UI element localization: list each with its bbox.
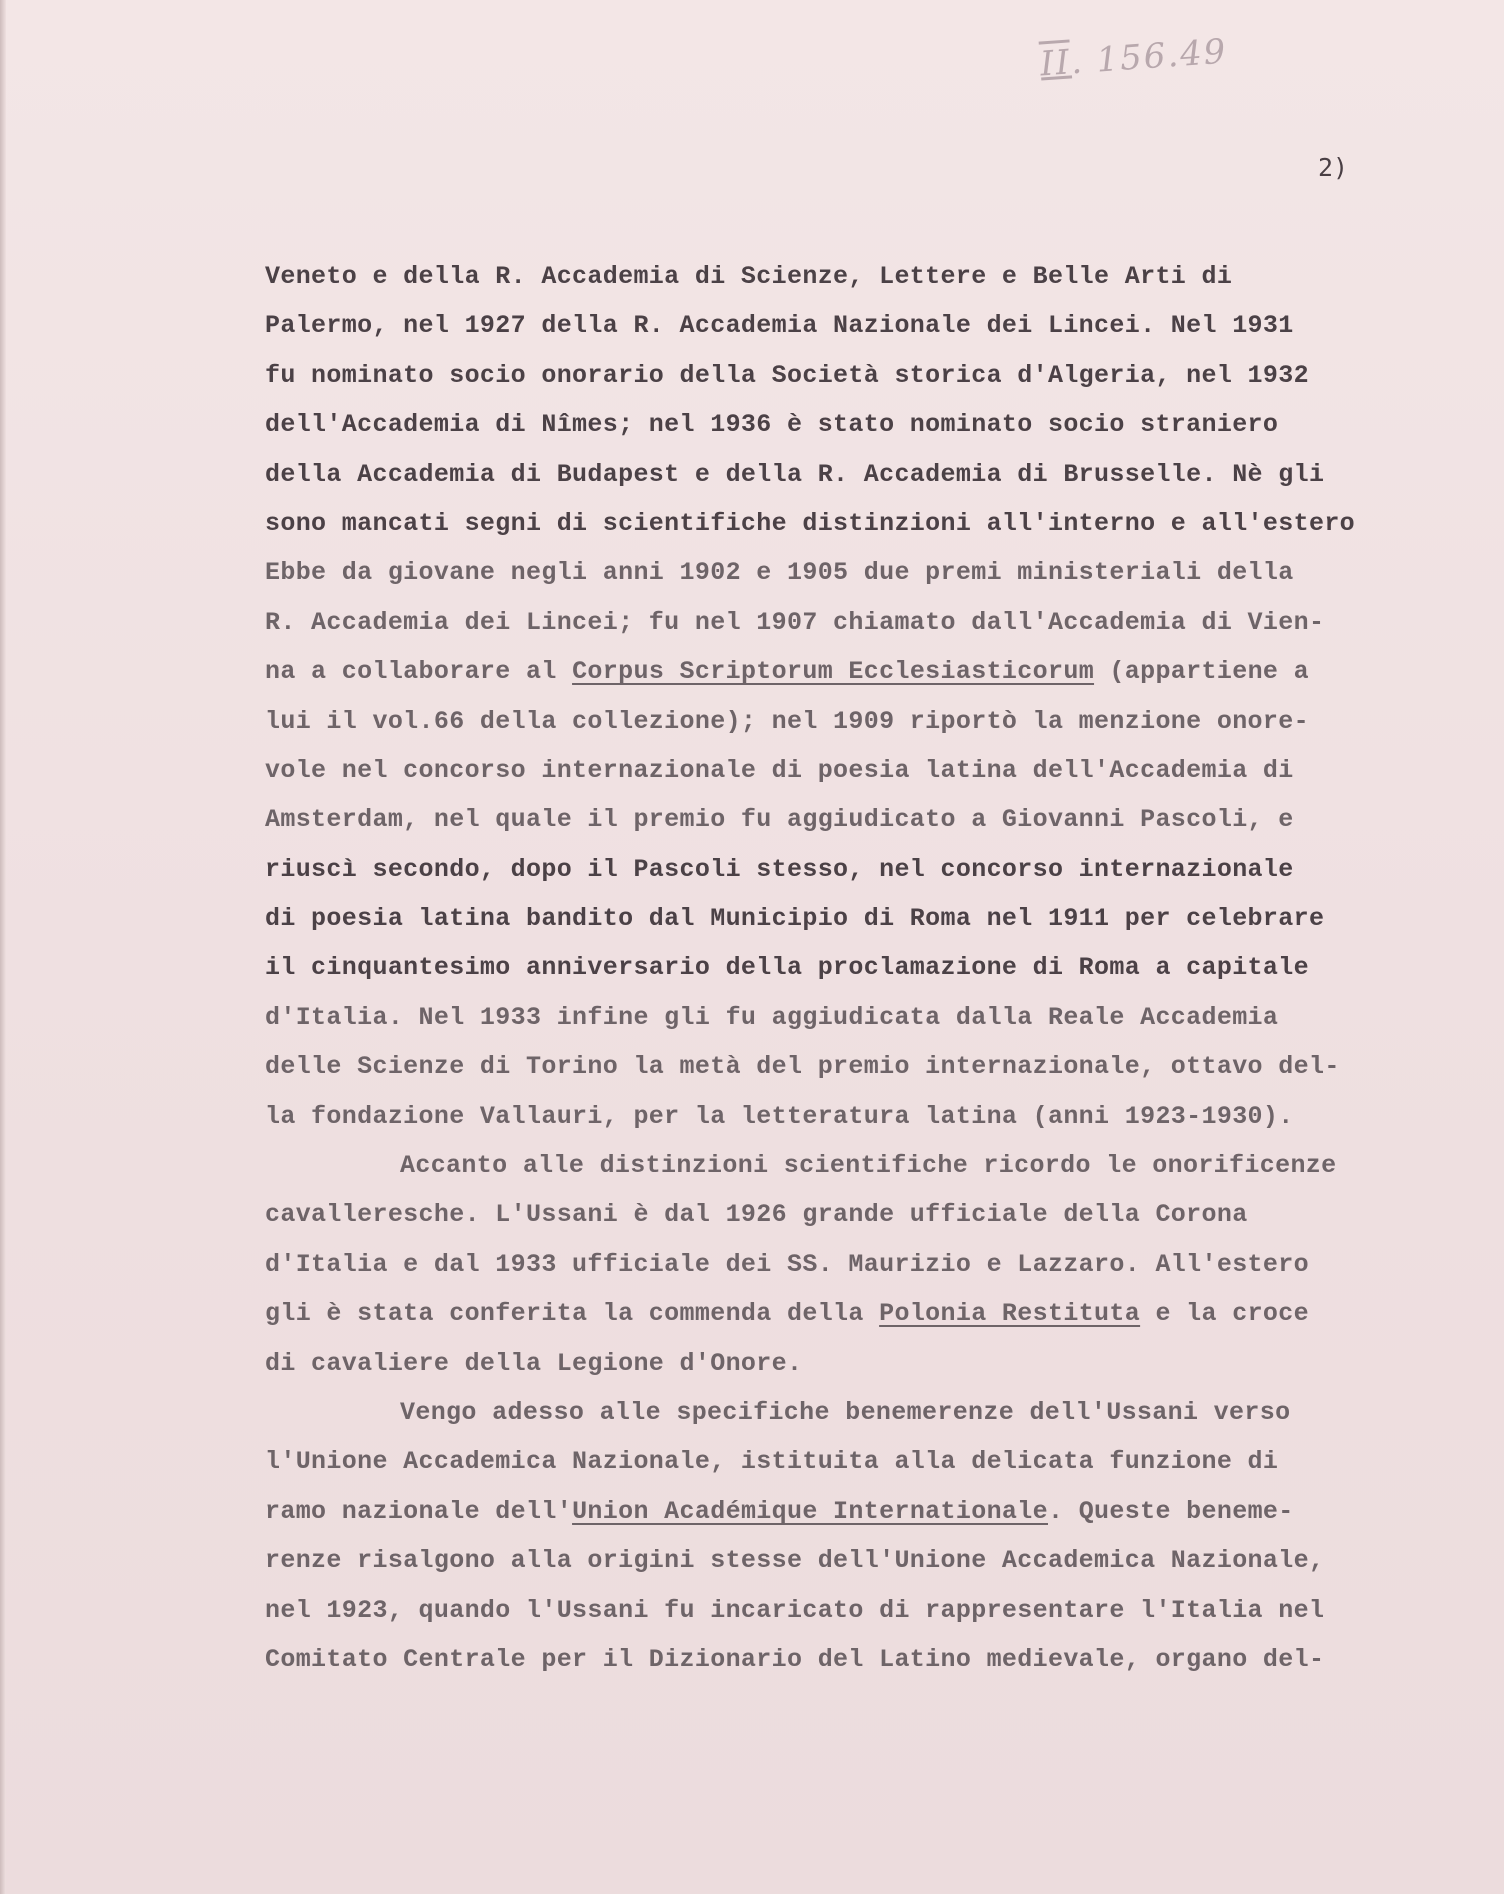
- text-line: [265, 647, 1495, 696]
- text-line: [265, 943, 1495, 992]
- text-line: [265, 1635, 1495, 1684]
- text-line: [265, 1586, 1495, 1635]
- text-run: nel 1923, quando l'Ussani fu incaricato di rappresentare l'Italia nel: [265, 1595, 1325, 1625]
- text-run: na a collaborare al: [265, 657, 573, 687]
- text-line: [265, 400, 1495, 449]
- text-run: Ebbe da giovane negli anni 1902 e 1905 due premi ministeriali della: [265, 558, 1294, 588]
- text-run: di cavaliere della Legione d'Onore.: [265, 1348, 803, 1378]
- text-line: [265, 548, 1495, 597]
- text-run: . Queste beneme-: [1048, 1496, 1294, 1526]
- text-run: Amsterdam, nel quale il premio fu aggiudicato a Giovanni Pascoli, e: [265, 805, 1294, 835]
- text-run: e la croce: [1140, 1299, 1309, 1329]
- text-run: Comitato Centrale per il Dizionario del Latino medievale, organo del-: [265, 1644, 1325, 1674]
- text-run: d'Italia. Nel 1933 infine gli fu aggiudicata dalla Reale Accademia: [265, 1002, 1279, 1032]
- page-number: 2): [1318, 153, 1349, 182]
- text-line: [265, 697, 1495, 746]
- archive-reference-pencil: [1039, 32, 1229, 85]
- paper-edge: [0, 0, 6, 1894]
- text-run: della Accademia di Budapest e della R. Accademia di Brusselle. Nè gli: [265, 459, 1325, 489]
- text-line: [265, 845, 1495, 894]
- text-line: [265, 1388, 1495, 1437]
- text-line: [265, 894, 1495, 943]
- archive-reference-number: . 156.49: [1069, 31, 1229, 83]
- text-run: riuscì secondo, dopo il Pascoli stesso, nel concorso internazionale: [265, 854, 1294, 884]
- text-run: fu nominato socio onorario della Società storica d'Algeria, nel 1932: [265, 360, 1309, 390]
- text-run: R. Accademia dei Lincei; fu nel 1907 chiamato dall'Accademia di Vien-: [265, 607, 1325, 637]
- text-run: d'Italia e dal 1933 ufficiale dei SS. Maurizio e Lazzaro. All'estero: [265, 1249, 1309, 1279]
- underlined-title: Polonia Restituta: [879, 1299, 1141, 1329]
- underlined-title: Union Académique Internationale: [572, 1496, 1048, 1526]
- text-run: Vengo adesso alle specifiche benemerenze dell'Ussani verso: [400, 1397, 1291, 1427]
- text-line: [265, 1437, 1495, 1486]
- text-run: di poesia latina bandito dal Municipio di Roma nel 1911 per celebrare: [265, 904, 1325, 934]
- text-run: gli è stata conferita la commenda della: [265, 1299, 880, 1329]
- text-line: [265, 1042, 1495, 1091]
- text-line: [265, 993, 1495, 1042]
- text-line: [265, 1487, 1495, 1536]
- text-run: la fondazione Vallauri, per la letteratura latina (anni 1923-1930).: [265, 1101, 1294, 1131]
- text-line: [265, 1536, 1495, 1585]
- text-run: renze risalgono alla origini stesse dell'Unione Accademica Nazionale,: [265, 1546, 1325, 1576]
- text-line: [265, 450, 1495, 499]
- text-line: [265, 1240, 1495, 1289]
- text-line: [265, 301, 1495, 350]
- typewritten-body: [265, 252, 1495, 1684]
- text-run: sono mancati segni di scientifiche distinzioni all'interno e all'estero: [265, 508, 1356, 538]
- text-line: [265, 1092, 1495, 1141]
- text-run: lui il vol.66 della collezione); nel 1909 riportò la menzione onore-: [265, 706, 1309, 736]
- text-run: (appartiene a: [1094, 657, 1309, 687]
- text-run: dell'Accademia di Nîmes; nel 1936 è stato nominato socio straniero: [265, 410, 1279, 440]
- text-run: delle Scienze di Torino la metà del premio internazionale, ottavo del-: [265, 1052, 1340, 1082]
- text-line: [265, 746, 1495, 795]
- text-line: [265, 1190, 1495, 1239]
- text-line: [265, 252, 1495, 301]
- text-line: [265, 1141, 1495, 1190]
- text-line: [265, 598, 1495, 647]
- text-run: Palermo, nel 1927 della R. Accademia Nazionale dei Lincei. Nel 1931: [265, 311, 1294, 341]
- text-run: cavalleresche. L'Ussani è dal 1926 grande ufficiale della Corona: [265, 1200, 1248, 1230]
- text-line: [265, 795, 1495, 844]
- text-run: vole nel concorso internazionale di poesia latina dell'Accademia di: [265, 755, 1294, 785]
- text-run: l'Unione Accademica Nazionale, istituita alla delicata funzione di: [265, 1447, 1279, 1477]
- text-line: [265, 351, 1495, 400]
- underlined-title: Corpus Scriptorum Ecclesiasticorum: [572, 657, 1095, 687]
- text-line: [265, 1339, 1495, 1388]
- text-run: Veneto e della R. Accademia di Scienze, Lettere e Belle Arti di: [265, 262, 1233, 291]
- text-line: [265, 499, 1495, 548]
- archive-reference-roman: II: [1038, 42, 1073, 85]
- text-run: il cinquantesimo anniversario della proclamazione di Roma a capitale: [265, 953, 1309, 983]
- text-run: Accanto alle distinzioni scientifiche ricordo le onorificenze: [400, 1151, 1337, 1181]
- text-run: ramo nazionale dell': [265, 1496, 573, 1526]
- text-line: [265, 1289, 1495, 1338]
